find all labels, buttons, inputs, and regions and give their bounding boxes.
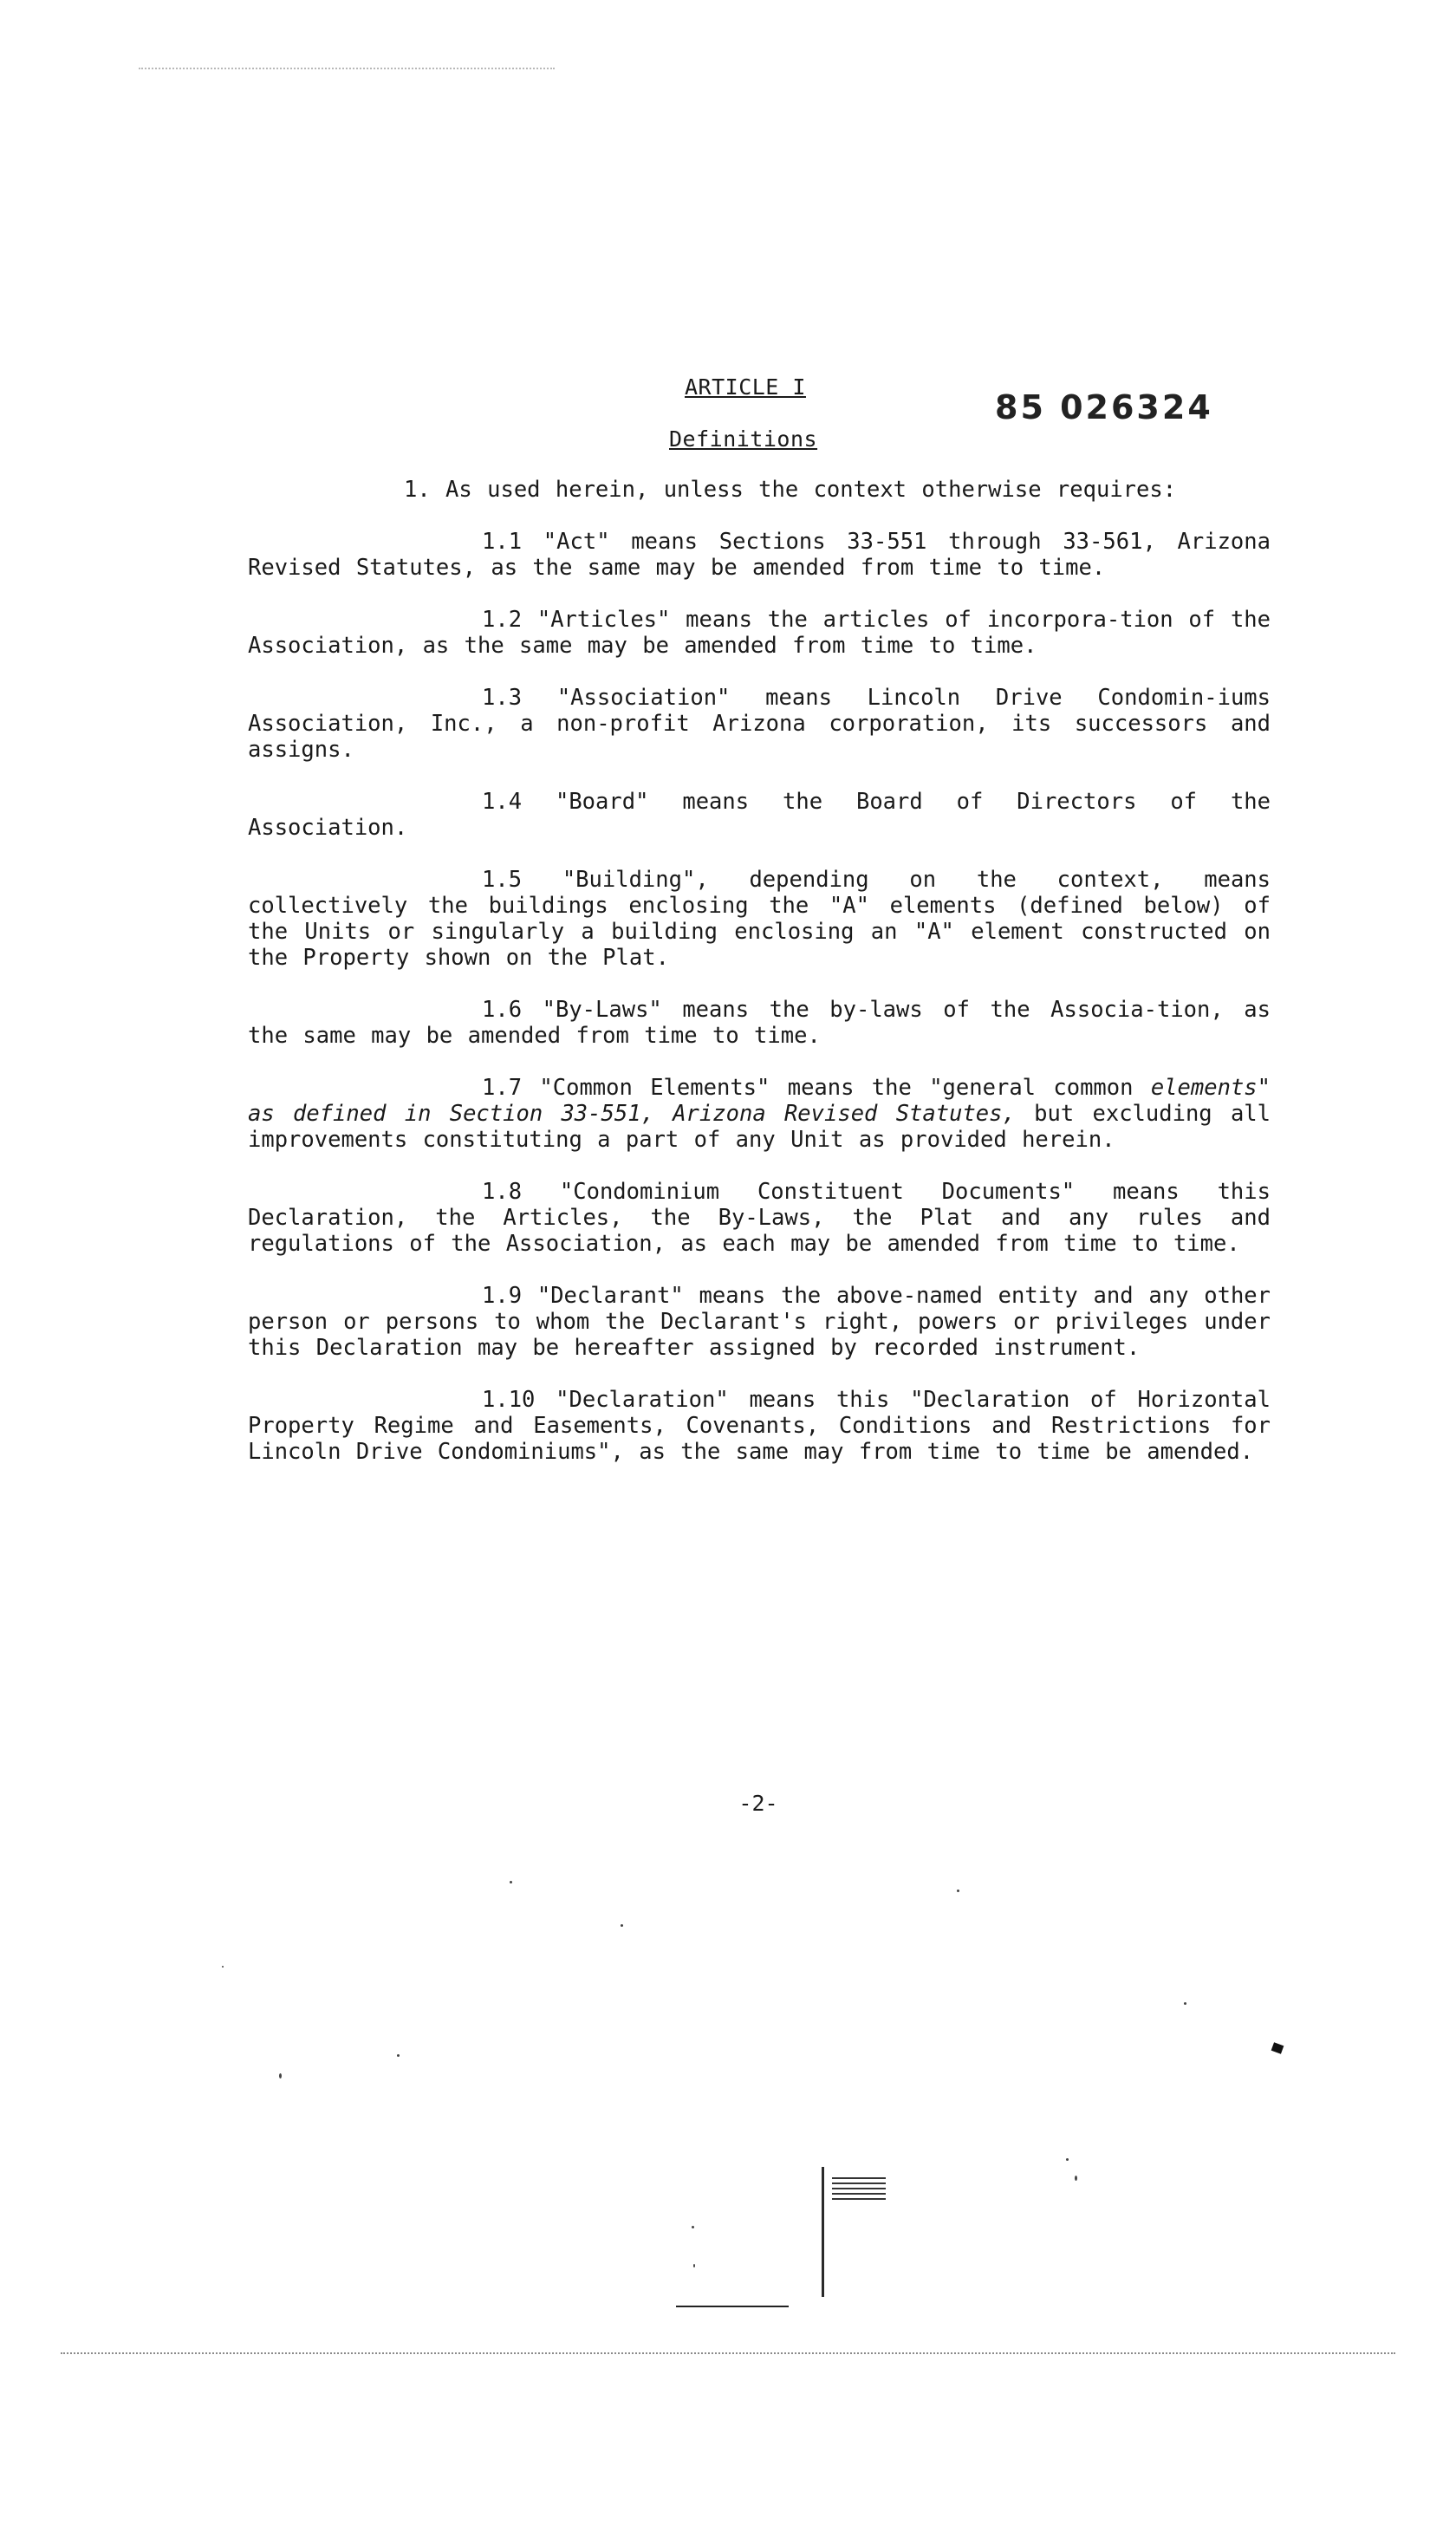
recording-stamp-lines bbox=[832, 2177, 886, 2203]
definition-common-elements bbox=[248, 1075, 1271, 1153]
article-heading: ARTICLE I bbox=[685, 374, 806, 400]
definitions-body bbox=[248, 477, 1271, 1491]
scan-speck bbox=[279, 2073, 282, 2078]
common-elements-italic: elements" as defined in Section 33-551, Arizona Revised Statutes, bbox=[248, 1075, 1271, 1127]
recording-number-stamp: 85 026324 bbox=[995, 388, 1213, 426]
page-number: -2- bbox=[738, 1791, 778, 1816]
intro-paragraph: 1. As used herein, unless the context otherwise requires: bbox=[404, 477, 1177, 503]
definitions-heading: Definitions bbox=[669, 426, 818, 452]
definition-declaration: 1.10 "Declaration" means this "Declaration of Horizontal Property Regime and Easements, Covenants, Conditions and Restrictions for Lincoln Drive Condominiums", as the same may from time to time be amended. bbox=[248, 1387, 1271, 1465]
scan-mark bbox=[1271, 2042, 1284, 2054]
scan-speck bbox=[397, 2054, 400, 2057]
definition-by-laws: 1.6 "By-Laws" means the by-laws of the Associa-tion, as the same may be amended from time to time. bbox=[248, 997, 1271, 1049]
scan-speck bbox=[693, 2264, 695, 2267]
scan-artifact-bottom bbox=[61, 2352, 1395, 2358]
scan-speck bbox=[1184, 2002, 1186, 2005]
scan-speck bbox=[957, 1890, 959, 1892]
bottom-rule bbox=[676, 2306, 789, 2307]
definition-act: 1.1 "Act" means Sections 33-551 through 33-561, Arizona Revised Statutes, as the same may be amended from time to time. bbox=[248, 529, 1271, 581]
definition-association: 1.3 "Association" means Lincoln Drive Condomin-iums Association, Inc., a non-profit Arizona corporation, its successors and assigns. bbox=[248, 685, 1271, 763]
common-elements-lead: 1.7 "Common Elements" means the "general common bbox=[482, 1075, 1151, 1101]
definition-building: 1.5 "Building", depending on the context, means collectively the buildings enclosing the "A" elements (defined below) of the Units or singularly a building enclosing an "A" element constructed on the Property shown on the Plat. bbox=[248, 867, 1271, 971]
definition-articles: 1.2 "Articles" means the articles of incorpora-tion of the Association, as the same may be amended from time to time. bbox=[248, 607, 1271, 659]
definition-constituent-documents: 1.8 "Condominium Constituent Documents" means this Declaration, the Articles, the By-Laws, the Plat and any rules and regulations of the Association, as each may be amended from time to time. bbox=[248, 1179, 1271, 1257]
scan-speck bbox=[692, 2226, 694, 2228]
definition-declarant: 1.9 "Declarant" means the above-named entity and any other person or persons to whom the Declarant's right, powers or privileges under this Declaration may be hereafter assigned by recorded instrument. bbox=[248, 1283, 1271, 1361]
scan-speck bbox=[222, 1966, 224, 1968]
scan-speck bbox=[621, 1924, 623, 1927]
scan-artifact-top bbox=[139, 68, 555, 75]
scan-speck bbox=[510, 1881, 512, 1883]
recording-stamp-edge bbox=[822, 2167, 829, 2297]
definition-board: 1.4 "Board" means the Board of Directors of the Association. bbox=[248, 789, 1271, 841]
scan-speck bbox=[1066, 2158, 1069, 2161]
common-elements-tail: but excluding all improvements constituting a part of any Unit as provided herein. bbox=[248, 1101, 1271, 1153]
scan-speck bbox=[1075, 2176, 1077, 2181]
